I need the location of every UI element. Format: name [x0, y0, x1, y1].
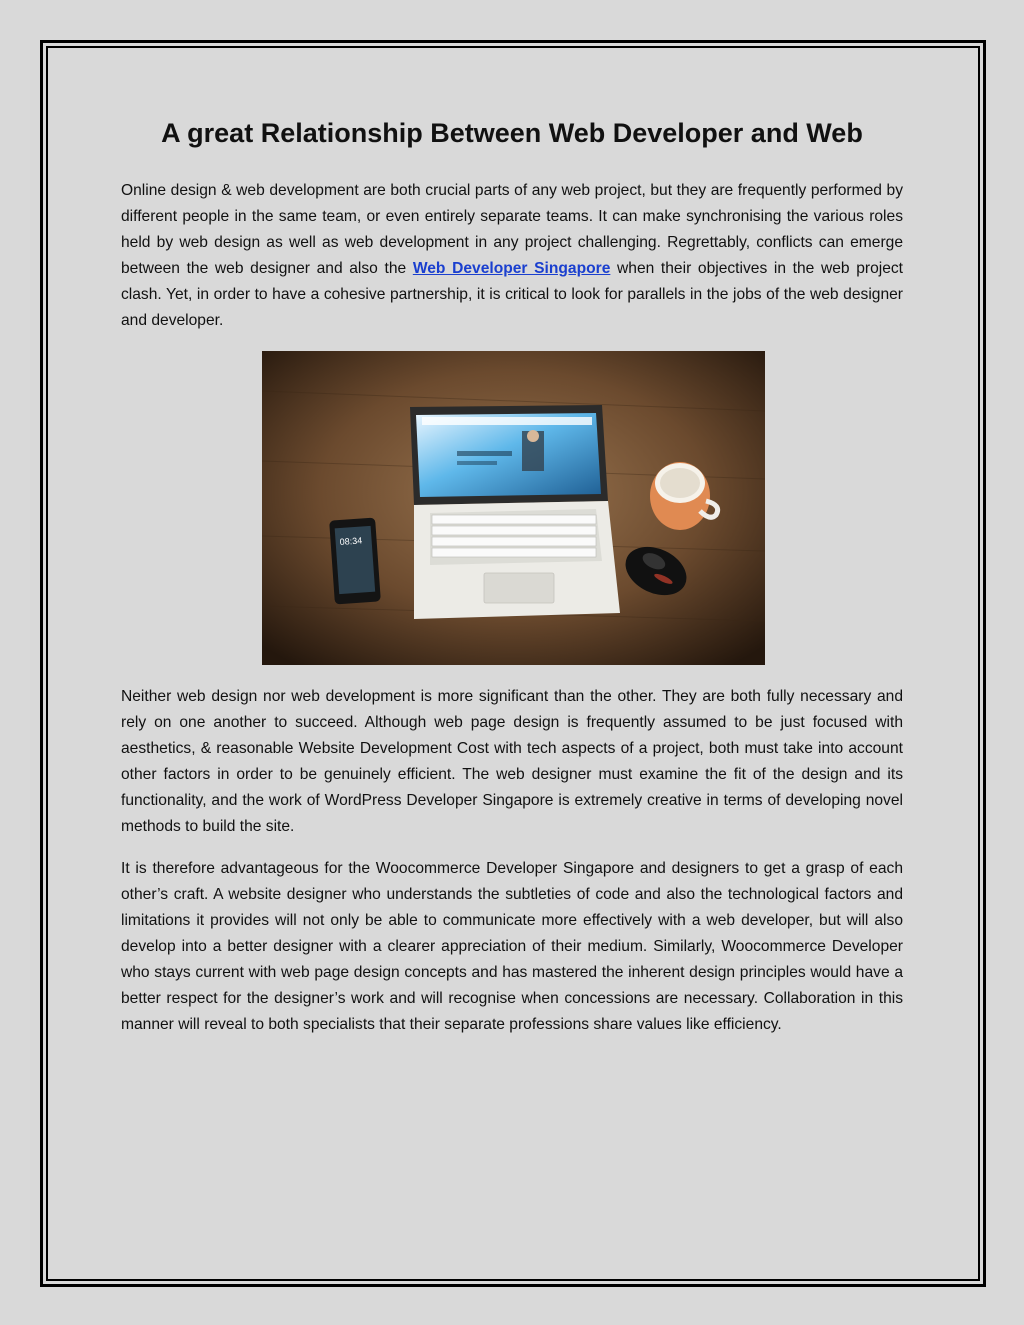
laptop-desk-photo	[262, 351, 765, 665]
paragraph-intro-text-b: when their objectives in the web project clash. Yet, in order to have a cohesive partnership, it is critical to look for parallels in the jobs of the web designer and developer.	[121, 260, 904, 329]
document-title: A great Relationship Between Web Developer and Web	[161, 118, 863, 148]
paragraph-neither: Neither web design nor web development is more significant than the other. They are both fully necessary and rely on one another to succeed. Although web page design is frequently assumed to be just focused with aesthetics, & reasonable Website Development Cost with tech aspects of a project, both must take into account other factors in order to be genuinely efficient. The web designer must examine the fit of the design and its functionality, and the work of WordPress Developer Singapore is extremely creative in terms of developing novel methods to build the site.	[121, 688, 903, 835]
laptop-trackpad	[484, 573, 554, 603]
laptop	[410, 405, 620, 619]
phone-clock-text: 08:34	[339, 535, 363, 548]
paragraph-intro	[121, 178, 903, 334]
paragraph-intro-text-a: Online design & web development are both crucial parts of any web project, but they are frequently performed by different people in the same team, or even entirely separate teams. It can make synchronising the various roles held by web design as well as web development in any project challenging. Regrettably, conflicts can emerge between the web designer and also the	[121, 182, 903, 277]
smartphone	[329, 517, 381, 604]
web-developer-singapore-link[interactable]: Web Developer Singapore	[412, 260, 611, 277]
paragraph-advantageous: It is therefore advantageous for the Woocommerce Developer Singapore and designers to get a grasp of each other’s craft. A website designer who understands the subtleties of code and also the technological factors and limitations it provides will not only be able to communicate more effectively with a web developer, but will also develop into a better designer with a clearer appreciation of their medium. Similarly, Woocommerce Developer who stays current with web page design concepts and has mastered the inherent design principles would have a better respect for the designer’s work and will recognise when concessions are necessary. Collaboration in this manner will reveal to both specialists that their separate professions share values like efficiency.	[121, 860, 903, 1033]
